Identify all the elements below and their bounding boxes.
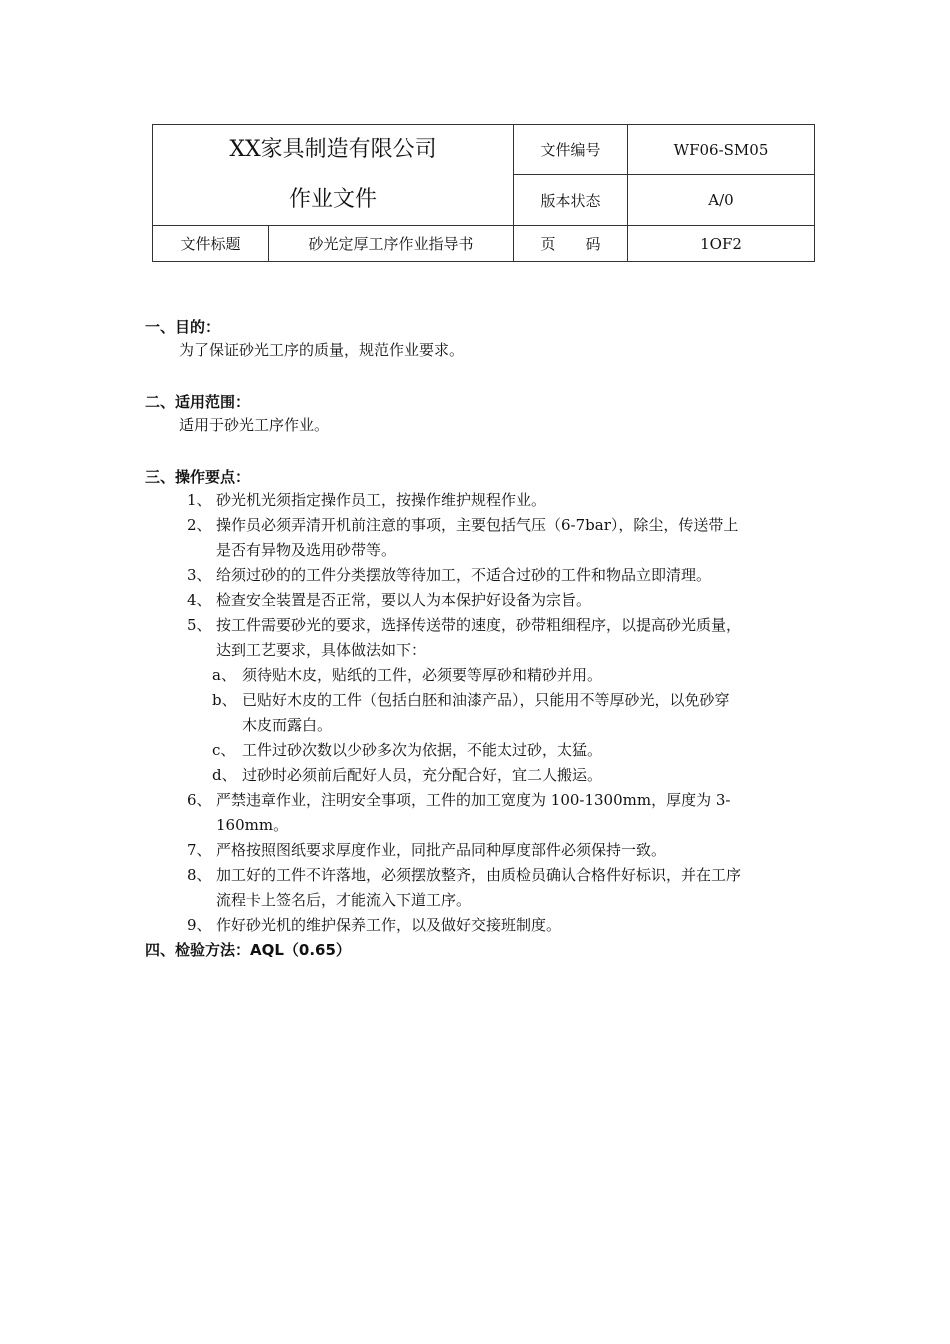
list-item-line: 须待贴木皮，贴纸的工件，必须要等厚砂和精砂并用。 [242, 666, 603, 684]
list-item-number: d、 [212, 766, 237, 784]
section-3-title: 三、操作要点： [145, 468, 251, 486]
list-item-number: b、 [212, 691, 237, 709]
list-item-line: 木皮而露白。 [242, 716, 333, 734]
list-item-line: 已贴好木皮的工件（包括白胚和油漆产品），只能用不等厚砂光，以免砂穿 [242, 691, 730, 709]
list-item-line: 作好砂光机的维护保养工作，以及做好交接班制度。 [216, 916, 562, 934]
list-item-text [216, 613, 808, 663]
list-item-text [242, 688, 808, 738]
list-item-line: 过砂时必须前后配好人员，充分配合好，宜二人搬运。 [242, 766, 603, 784]
list-item-number: c、 [212, 741, 236, 759]
section-2-title: 二、适用范围： [145, 393, 251, 411]
list-item-text [216, 588, 808, 613]
list-item-line: 按工件需要砂光的要求，选择传送带的速度，砂带粗细程序，以提高砂光质量， [216, 616, 742, 634]
list-item-line: 达到工艺要求，具体做法如下： [216, 641, 427, 659]
list-item-line: 砂光机光须指定操作员工，按操作维护规程作业。 [216, 491, 547, 509]
section-2-body: 适用于砂光工序作业。 [179, 416, 330, 434]
section-1-title: 一、目的： [145, 318, 221, 336]
list-item-number: 5、 [187, 616, 212, 634]
version-value: A/0 [628, 175, 815, 226]
list-item-number: 1、 [187, 491, 212, 509]
list-item-text [216, 913, 808, 938]
company-cell [153, 125, 514, 226]
list-item-line: 检查安全装置是否正常，要以人为本保护好设备为宗旨。 [216, 591, 592, 609]
list-item-line: 160mm。 [216, 816, 289, 834]
list-item-number: a、 [212, 666, 236, 684]
file-no-value: WF06-SM05 [628, 125, 815, 175]
version-label: 版本状态 [514, 175, 628, 226]
page-value: 1OF2 [628, 226, 815, 262]
list-item-line: 严禁违章作业，注明安全事项，工件的加工宽度为 100-1300mm，厚度为 3- [216, 791, 731, 809]
list-item-text [216, 838, 808, 863]
list-item-text [216, 863, 808, 913]
list-item-number: 6、 [187, 791, 212, 809]
title-value: 砂光定厚工序作业指导书 [269, 226, 514, 262]
page-label: 页 码 [514, 226, 628, 262]
list-item-text [216, 563, 808, 588]
list-item-text [216, 788, 808, 838]
file-no-label: 文件编号 [514, 125, 628, 175]
list-item-line: 加工好的工件不许落地，必须摆放整齐，由质检员确认合格件好标识，并在工序 [216, 866, 742, 884]
list-item-number: 8、 [187, 866, 212, 884]
list-item-line: 给须过砂的的工件分类摆放等待加工，不适合过砂的工件和物品立即清理。 [216, 566, 712, 584]
list-item-line: 流程卡上签名后，才能流入下道工序。 [216, 891, 472, 909]
section-4-title: 四、检验方法：AQL（0.65） [145, 941, 351, 959]
document-header-table [152, 124, 815, 262]
list-item-line: 严格按照图纸要求厚度作业，同批产品同种厚度部件必须保持一致。 [216, 841, 667, 859]
list-item-number: 9、 [187, 916, 212, 934]
section-1-body: 为了保证砂光工序的质量，规范作业要求。 [179, 341, 465, 359]
company-name: XX家具制造有限公司 [229, 137, 437, 162]
list-item-number: 7、 [187, 841, 212, 859]
list-item-line: 工件过砂次数以少砂多次为依据，不能太过砂，太猛。 [242, 741, 603, 759]
list-item-text [242, 763, 808, 788]
list-item-text [216, 513, 808, 563]
list-item-text [242, 738, 808, 763]
list-item-line: 操作员必须弄清开机前注意的事项，主要包括气压（6-7bar），除尘，传送带上 [216, 516, 739, 534]
list-item-number: 2、 [187, 516, 212, 534]
list-item-text [242, 663, 808, 688]
title-label: 文件标题 [153, 226, 269, 262]
list-item-number: 3、 [187, 566, 212, 584]
list-item-line: 是否有异物及选用砂带等。 [216, 541, 397, 559]
list-item-text [216, 488, 808, 513]
doc-type: 作业文件 [289, 187, 378, 212]
list-item-number: 4、 [187, 591, 212, 609]
